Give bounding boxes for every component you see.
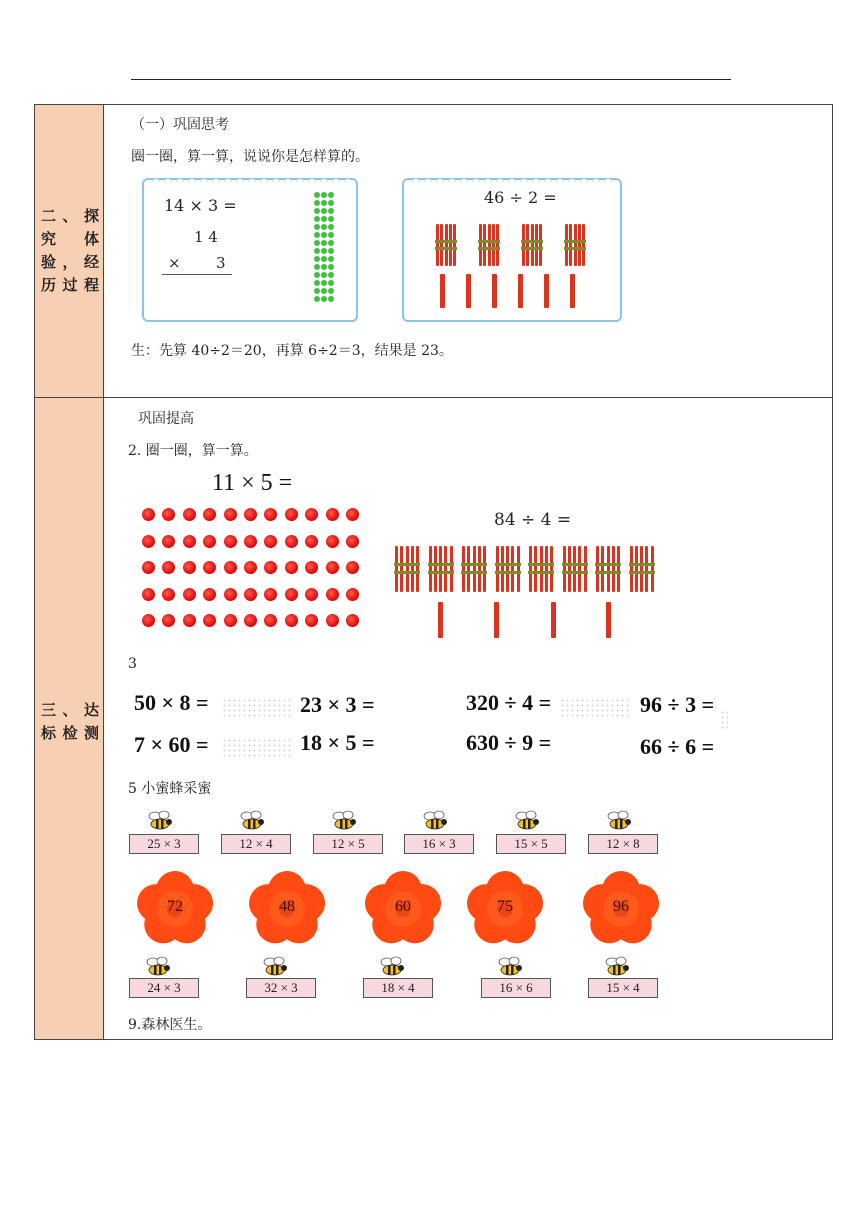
red-dot — [244, 535, 257, 548]
red-dot — [244, 561, 257, 574]
single-stick — [606, 602, 611, 638]
vertical-line — [162, 274, 232, 275]
label-column — [35, 105, 104, 1039]
stick — [488, 224, 491, 266]
stick — [522, 224, 525, 266]
red-dot — [224, 535, 237, 548]
bee-card: 24 × 3 — [129, 978, 199, 998]
bundle-tie — [564, 240, 586, 243]
bundle-tie — [461, 563, 487, 566]
bee-card: 12 × 5 — [313, 834, 383, 854]
stick — [492, 224, 495, 266]
green-dot — [321, 288, 327, 294]
green-dot — [321, 240, 327, 246]
red-dot — [183, 508, 196, 521]
bundle-tie — [435, 240, 457, 243]
red-dot — [285, 588, 298, 601]
green-dot — [328, 192, 334, 198]
bee-icon — [512, 810, 542, 832]
stick — [578, 224, 581, 266]
header-rule — [131, 79, 731, 80]
bundle-tie — [495, 571, 521, 574]
green-dot — [321, 208, 327, 214]
green-dot — [328, 208, 334, 214]
stick — [574, 224, 577, 266]
red-dot — [224, 614, 237, 627]
stick — [440, 224, 443, 266]
stick — [496, 546, 499, 592]
scan-noise — [222, 698, 292, 718]
stick — [526, 224, 529, 266]
stick — [607, 546, 610, 592]
stick-bundle — [522, 224, 542, 266]
green-dot — [314, 232, 320, 238]
stick — [467, 546, 470, 592]
red-dot — [244, 614, 257, 627]
green-dot — [328, 224, 334, 230]
red-dot — [224, 588, 237, 601]
stick — [416, 546, 419, 592]
q2-expression-multiply: 11 × 5 = — [212, 470, 293, 496]
green-dot — [314, 200, 320, 206]
stick — [395, 546, 398, 592]
red-dot — [346, 561, 359, 574]
red-dot — [142, 535, 155, 548]
green-dot — [328, 264, 334, 270]
stick — [473, 546, 476, 592]
q2-expression-divide: 84 ÷ 4 = — [494, 510, 572, 530]
red-dot — [224, 508, 237, 521]
single-stick — [466, 274, 471, 308]
division-card — [402, 178, 622, 322]
bundle-tie — [394, 571, 420, 574]
section-2-instruction: 圈一圈，算一算，说说你是怎样算的。 — [131, 149, 369, 165]
scan-noise — [560, 698, 630, 718]
bee-card: 15 × 5 — [496, 834, 566, 854]
section-3-heading: 巩固提高 — [138, 411, 194, 427]
green-dot — [328, 272, 334, 278]
bundle-tie — [428, 563, 454, 566]
bee-card: 16 × 6 — [481, 978, 551, 998]
green-dot — [314, 248, 320, 254]
stick — [565, 224, 568, 266]
stick-bundle — [496, 546, 520, 592]
green-dot — [321, 272, 327, 278]
green-dot — [328, 280, 334, 286]
green-dot — [314, 280, 320, 286]
stick — [539, 224, 542, 266]
stick — [630, 546, 633, 592]
stick-bundle — [529, 546, 553, 592]
bee-icon — [420, 810, 450, 832]
flower-number: 60 — [395, 898, 411, 915]
stick — [635, 546, 638, 592]
question-5: 5 小蜜蜂采蜜 — [128, 781, 212, 797]
stick — [478, 546, 481, 592]
stick — [617, 546, 620, 592]
stick — [540, 546, 543, 592]
stick — [444, 546, 447, 592]
bundle-tie — [478, 247, 500, 250]
stick — [651, 546, 654, 592]
stick — [584, 546, 587, 592]
green-dot — [321, 192, 327, 198]
green-dot — [314, 240, 320, 246]
bee-icon — [602, 956, 632, 978]
stick — [601, 546, 604, 592]
red-dot — [224, 561, 237, 574]
red-dot — [203, 535, 216, 548]
bee-card: 12 × 4 — [221, 834, 291, 854]
red-dot — [346, 614, 359, 627]
bee-card: 12 × 8 — [588, 834, 658, 854]
stick — [569, 224, 572, 266]
stick — [453, 224, 456, 266]
q3-item: 66 ÷ 6 = — [640, 734, 715, 759]
bundle-tie — [495, 563, 521, 566]
bundle-tie — [595, 563, 621, 566]
q3-item: 7 × 60 = — [134, 732, 209, 757]
green-dot — [328, 200, 334, 206]
bee-card: 15 × 4 — [588, 978, 658, 998]
red-dot — [162, 535, 175, 548]
q3-item: 23 × 3 = — [300, 692, 375, 717]
stick — [439, 546, 442, 592]
green-dot — [321, 248, 327, 254]
stick-bundle — [436, 224, 456, 266]
red-dot — [142, 508, 155, 521]
stick — [479, 224, 482, 266]
card-edge — [410, 176, 614, 182]
bee-icon — [604, 810, 634, 832]
flower-number: 96 — [613, 898, 629, 915]
single-stick — [494, 602, 499, 638]
red-dot — [305, 588, 318, 601]
green-dot — [321, 224, 327, 230]
green-dot — [328, 232, 334, 238]
bundle-tie — [595, 571, 621, 574]
stick — [436, 224, 439, 266]
stick — [483, 224, 486, 266]
green-dot — [314, 272, 320, 278]
red-dot — [326, 588, 339, 601]
green-dot — [321, 200, 327, 206]
green-dot — [314, 208, 320, 214]
green-dot — [321, 280, 327, 286]
green-dot — [321, 264, 327, 270]
red-dot — [285, 561, 298, 574]
green-dot — [314, 264, 320, 270]
stick-bundle — [479, 224, 499, 266]
stick — [596, 546, 599, 592]
bundle-tie — [478, 240, 500, 243]
card-expression: 46 ÷ 2 = — [484, 188, 557, 207]
stick — [411, 546, 414, 592]
bundle-tie — [528, 563, 554, 566]
flower-icon — [362, 870, 444, 948]
single-stick — [440, 274, 445, 308]
red-dot — [244, 588, 257, 601]
q3-item: 96 ÷ 3 = — [640, 692, 715, 717]
multiplication-card — [142, 178, 358, 322]
scan-noise — [720, 710, 728, 730]
stick — [406, 546, 409, 592]
bundle-tie — [629, 571, 655, 574]
bee-icon — [260, 956, 290, 978]
green-dot — [321, 256, 327, 262]
stick — [545, 546, 548, 592]
stick-bundle — [429, 546, 453, 592]
stick — [531, 224, 534, 266]
bee-card: 32 × 3 — [246, 978, 316, 998]
flower-number: 75 — [497, 898, 513, 915]
red-dot — [203, 588, 216, 601]
single-stick — [492, 274, 497, 308]
flower-number: 72 — [167, 898, 183, 915]
flower-icon — [134, 870, 216, 948]
flower-number: 48 — [279, 898, 295, 915]
red-dot — [264, 588, 277, 601]
stick-bundle — [563, 546, 587, 592]
card-expression: 14 × 3 = — [164, 196, 237, 215]
bundle-tie — [562, 563, 588, 566]
stick-bundle — [630, 546, 654, 592]
bee-card: 16 × 3 — [404, 834, 474, 854]
stick — [640, 546, 643, 592]
stick — [517, 546, 520, 592]
stick — [563, 546, 566, 592]
stick-bundle — [596, 546, 620, 592]
stick — [582, 224, 585, 266]
green-dot — [314, 288, 320, 294]
green-dot — [314, 216, 320, 222]
red-dot — [142, 614, 155, 627]
green-dot — [328, 248, 334, 254]
single-stick — [544, 274, 549, 308]
red-dot — [326, 561, 339, 574]
red-dot — [264, 535, 277, 548]
flower-icon — [246, 870, 328, 948]
green-dot — [328, 288, 334, 294]
stick — [578, 546, 581, 592]
stick — [529, 546, 532, 592]
bundle-tie — [428, 571, 454, 574]
stick — [645, 546, 648, 592]
section-2-answer: 生：先算 40÷2＝20，再算 6÷2＝3，结果是 23。 — [131, 343, 453, 359]
section-3-label: 三、达标检测 — [41, 701, 99, 742]
stick — [568, 546, 571, 592]
bee-icon — [329, 810, 359, 832]
single-stick — [570, 274, 575, 308]
red-dot — [346, 508, 359, 521]
red-dot — [244, 508, 257, 521]
bee-card: 25 × 3 — [129, 834, 199, 854]
red-dot — [326, 535, 339, 548]
stick-bundle — [462, 546, 486, 592]
stick — [511, 546, 514, 592]
stick — [483, 546, 486, 592]
red-dot — [305, 535, 318, 548]
green-dot — [314, 256, 320, 262]
red-dot — [285, 535, 298, 548]
bundle-tie — [629, 563, 655, 566]
flower-icon — [464, 870, 546, 948]
q3-item: 50 × 8 = — [134, 690, 209, 715]
vertical-bottom: 3 — [216, 254, 226, 272]
single-stick — [438, 602, 443, 638]
question-2: 2. 圈一圈，算一算。 — [128, 443, 258, 459]
section-2-label: 二、探究体验，经历过程 — [41, 207, 99, 294]
bee-icon — [145, 810, 175, 832]
stick — [550, 546, 553, 592]
stick-bundle — [565, 224, 585, 266]
single-stick — [518, 274, 523, 308]
stick — [501, 546, 504, 592]
bundle-tie — [564, 247, 586, 250]
stick — [400, 546, 403, 592]
green-dot — [314, 192, 320, 198]
stick — [573, 546, 576, 592]
bee-icon — [495, 956, 525, 978]
red-dot — [346, 588, 359, 601]
bundle-tie — [521, 247, 543, 250]
section-2-heading: （一）巩固思考 — [131, 117, 229, 133]
stick — [535, 224, 538, 266]
stick — [429, 546, 432, 592]
green-dot — [321, 232, 327, 238]
stick — [462, 546, 465, 592]
green-dot — [314, 224, 320, 230]
bee-icon — [143, 956, 173, 978]
stick — [534, 546, 537, 592]
q3-item: 18 × 5 = — [300, 730, 375, 755]
question-9: 9.森林医生。 — [128, 1017, 212, 1033]
question-3: 3 — [128, 656, 137, 672]
red-dot — [285, 508, 298, 521]
card-edge — [150, 176, 350, 182]
scan-noise — [222, 738, 292, 758]
red-dot — [183, 561, 196, 574]
stick — [449, 224, 452, 266]
stick — [506, 546, 509, 592]
green-dot — [321, 296, 327, 302]
red-dot — [326, 508, 339, 521]
stick — [612, 546, 615, 592]
red-dot — [142, 561, 155, 574]
green-dot — [328, 296, 334, 302]
vertical-times: × — [168, 254, 181, 272]
red-dot — [285, 614, 298, 627]
green-dot — [321, 216, 327, 222]
stick — [496, 224, 499, 266]
red-dot — [183, 588, 196, 601]
bundle-tie — [562, 571, 588, 574]
bee-icon — [377, 956, 407, 978]
stick-bundle — [395, 546, 419, 592]
green-dot — [328, 240, 334, 246]
red-dot — [183, 614, 196, 627]
bundle-tie — [394, 563, 420, 566]
q3-item: 320 ÷ 4 = — [466, 690, 552, 715]
red-dot — [326, 614, 339, 627]
bundle-tie — [461, 571, 487, 574]
bee-icon — [237, 810, 267, 832]
green-dot — [314, 296, 320, 302]
green-dot — [328, 256, 334, 262]
bundle-tie — [521, 240, 543, 243]
single-stick — [551, 602, 556, 638]
row-divider — [35, 397, 832, 398]
red-dot — [162, 588, 175, 601]
q3-item: 630 ÷ 9 = — [466, 730, 552, 755]
red-dot — [142, 588, 155, 601]
green-dot — [328, 216, 334, 222]
red-dot — [346, 535, 359, 548]
bundle-tie — [435, 247, 457, 250]
vertical-top: 1 4 — [194, 228, 218, 246]
stick — [434, 546, 437, 592]
stick — [450, 546, 453, 592]
red-dot — [183, 535, 196, 548]
bundle-tie — [528, 571, 554, 574]
bee-card: 18 × 4 — [363, 978, 433, 998]
flower-icon — [580, 870, 662, 948]
stick — [445, 224, 448, 266]
